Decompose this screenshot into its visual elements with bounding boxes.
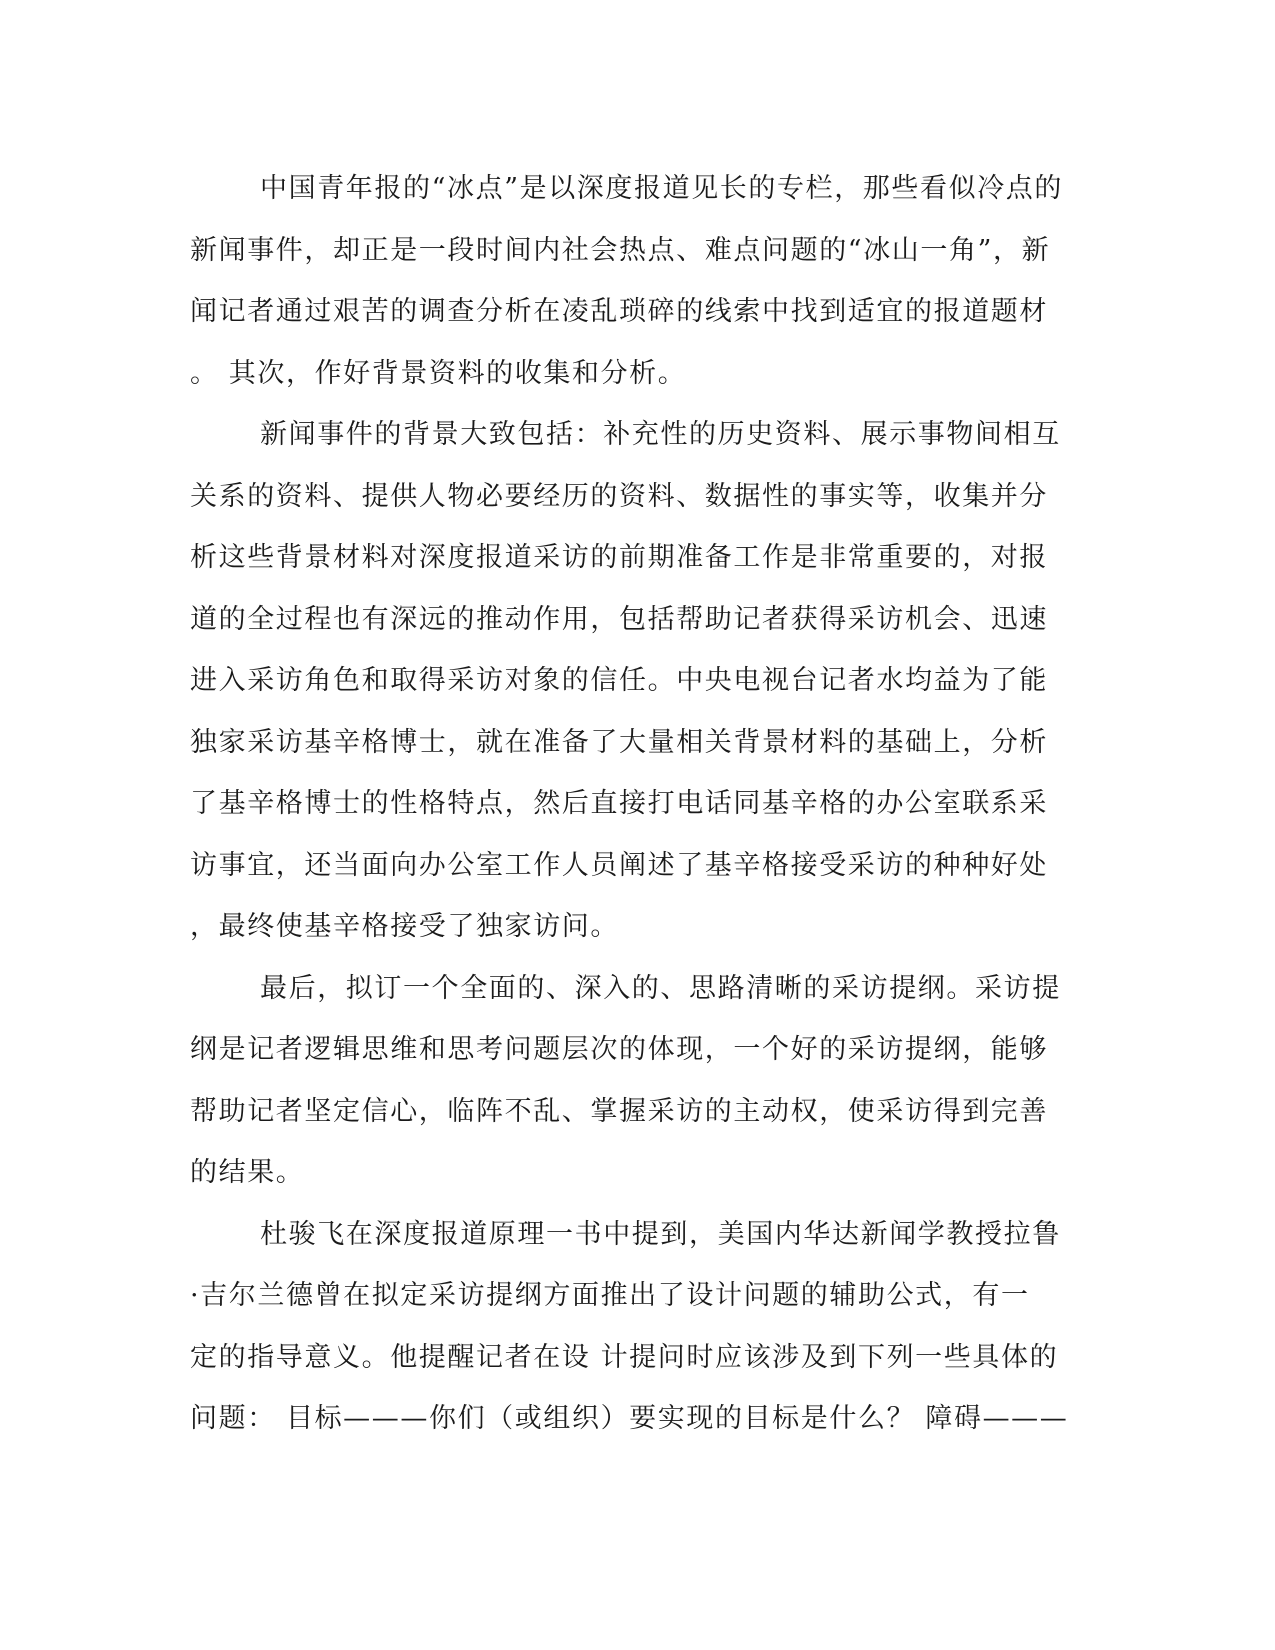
text-line: 析这些背景材料对深度报道采访的前期准备工作是非常重要的，对报 — [190, 542, 1048, 573]
paragraph-4 — [190, 1204, 1070, 1450]
body-text — [190, 158, 1070, 1450]
text-line: 访事宜，还当面向办公室工作人员阐述了基辛格接受采访的种种好处 — [190, 849, 1048, 881]
text-line: 独家采访基辛格博士，就在准备了大量相关背景材料的基础上，分析 — [190, 726, 1048, 758]
text-line: 的结果。 — [190, 1157, 305, 1188]
text-line: 。 其次，作好背景资料的收集和分析。 — [190, 357, 687, 389]
text-line: 进入采访角色和取得采访对象的信任。中央电视台记者水均益为了能 — [190, 665, 1048, 696]
text-line: 纲是记者逻辑思维和思考问题层次的体现，一个好的采访提纲，能够 — [190, 1034, 1048, 1065]
text-line: 道的全过程也有深远的推动作用，包括帮助记者获得采访机会、迅速 — [190, 603, 1048, 635]
paragraph-2 — [190, 404, 1070, 958]
text-line: 了基辛格博士的性格特点，然后直接打电话同基辛格的办公室联系采 — [190, 788, 1048, 819]
text-line: ·吉尔兰德曾在拟定采访提纲方面推出了设计问题的辅助公式，有一 — [190, 1280, 1030, 1311]
text-line: 定的指导意义。他提醒记者在设 计提问时应该涉及到下列一些具体的 — [190, 1341, 1059, 1373]
text-line: 新闻事件，却正是一段时间内社会热点、难点问题的“冰山一角”，新 — [190, 234, 1051, 266]
text-line: 问题： 目标———你们（或组织）要实现的目标是什么？ 障碍——— — [190, 1403, 1069, 1434]
text-line: 新闻事件的背景大致包括：补充性的历史资料、展示事物间相互 — [260, 419, 1061, 450]
text-line: 杜骏飞在深度报道原理一书中提到，美国内华达新闻学教授拉鲁 — [260, 1218, 1061, 1250]
text-line: ，最终使基辛格接受了独家访问。 — [190, 911, 619, 942]
text-line: 关系的资料、提供人物必要经历的资料、数据性的事实等，收集并分 — [190, 480, 1048, 512]
text-line: 最后，拟订一个全面的、深入的、思路清晰的采访提纲。采访提 — [260, 972, 1061, 1004]
paragraph-3 — [190, 958, 1070, 1204]
text-line: 帮助记者坚定信心，临阵不乱、掌握采访的主动权，使采访得到完善 — [190, 1095, 1048, 1127]
paragraph-1 — [190, 158, 1070, 404]
text-line: 闻记者通过艰苦的调查分析在凌乱琐碎的线索中找到适宜的报道题材 — [190, 296, 1048, 327]
text-line: 中国青年报的“冰点”是以深度报道见长的专栏，那些看似冷点的 — [260, 173, 1064, 204]
